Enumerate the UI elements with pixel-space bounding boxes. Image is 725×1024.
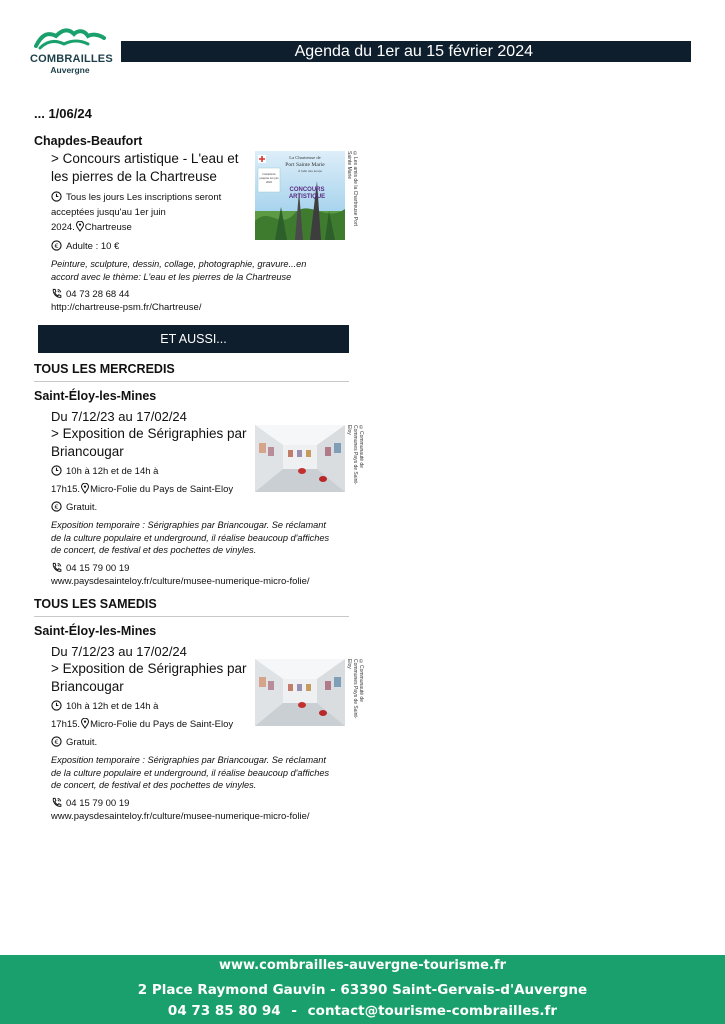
page-footer (0, 955, 725, 1024)
description-line: de la culture populaire et underground, il réalise beaucoup d'affiches (51, 532, 330, 543)
page-title: Agenda du 1er au 15 février 2024 (121, 41, 691, 62)
svg-text:€: € (54, 241, 59, 250)
event-description (51, 258, 351, 283)
svg-text:Inscriptions: Inscriptions (262, 173, 276, 176)
event-poster-image (255, 151, 345, 240)
category-heading: TOUS LES SAMEDIS (34, 597, 349, 617)
clock-icon (51, 700, 62, 711)
footer-separator: - (291, 1003, 297, 1019)
event-schedule (51, 190, 251, 235)
event-gallery-image (255, 425, 345, 492)
event-price-row (51, 500, 251, 515)
event-phone-row (51, 288, 354, 301)
event-schedule (51, 699, 251, 732)
schedule-line: acceptées jusqu'au 1er juin (51, 207, 166, 218)
event-price: Gratuit. (66, 502, 98, 513)
category-heading: TOUS LES MERCREDIS (34, 362, 349, 382)
schedule-line: 2024. (51, 222, 75, 233)
schedule-line: 17h15. (51, 484, 81, 495)
event-town: Chapdes-Beaufort (34, 134, 143, 148)
brand-logo (30, 26, 113, 76)
event-title-line: > Exposition de Sérigraphies par (51, 426, 247, 441)
phone-icon (51, 562, 62, 573)
footer-address: 2 Place Raymond Gauvin - 63390 Saint-Gervais-d'Auvergne (137, 982, 588, 998)
brand-name: COMBRAILLES (30, 53, 113, 65)
event-town: Saint-Éloy-les-Mines (34, 389, 157, 403)
section-heading: ET AUSSI... (38, 325, 349, 353)
event-title[interactable] (51, 425, 251, 461)
event-gallery-image (255, 659, 345, 726)
footer-phone[interactable]: 04 73 85 80 94 (167, 1003, 281, 1019)
location-pin-icon (81, 718, 89, 729)
clock-icon (51, 191, 62, 202)
event-schedule (51, 464, 251, 497)
svg-text:2024: 2024 (266, 181, 272, 184)
poster-text: La Chartreuse de (289, 155, 321, 160)
poster-text: À l'abri des temps (298, 169, 322, 173)
description-line: de concert, de festival et des pochettes de vinyles. (51, 780, 257, 790)
brand-subtitle: Auvergne (50, 65, 90, 75)
event-title-line: les pierres de la Chartreuse (51, 169, 217, 184)
event-link[interactable]: www.paysdesainteloy.fr/culture/musee-numerique-micro-folie/ (51, 810, 310, 822)
event-title[interactable] (51, 660, 251, 696)
footer-email[interactable]: contact@tourisme-combrailles.fr (307, 1003, 558, 1019)
schedule-line: 10h à 12h et de 14h à (66, 701, 159, 712)
event-title-line: > Exposition de Sérigraphies par (51, 661, 247, 676)
poster-text: CONCOURS (289, 187, 325, 193)
event-title-line: > Concours artistique - L'eau et (51, 151, 239, 166)
svg-text:€: € (54, 502, 59, 511)
footer-contact-line (0, 1003, 725, 1019)
clock-icon (51, 465, 62, 476)
svg-text:€: € (54, 737, 59, 746)
event-phone[interactable]: 04 73 28 68 44 (66, 289, 130, 300)
date-heading: ... 1/06/24 (34, 106, 92, 121)
event-price: Adulte : 10 € (66, 241, 120, 252)
event-place: Micro-Folie du Pays de Saint-Eloy (90, 484, 234, 495)
event-price-row (51, 735, 251, 750)
description-line: Exposition temporaire : Sérigraphies par Briancougar. Se réclamant (51, 520, 326, 530)
event-title-line: Briancougar (51, 679, 124, 694)
logo-mountain-icon (34, 26, 106, 52)
description-line: accord avec le thème: L'eau et les pierres de la Chartreuse (51, 271, 292, 282)
schedule-line: 10h à 12h et de 14h à (66, 466, 159, 477)
description-line: Exposition temporaire : Sérigraphies par Briancougar. Se réclamant (51, 755, 326, 765)
event-link[interactable]: http://chartreuse-psm.fr/Chartreuse/ (51, 302, 202, 313)
photo-credit: ©Communauté de Communes Pays de Saint-Eloy (346, 659, 364, 719)
event-place: Micro-Folie du Pays de Saint-Eloy (90, 719, 234, 730)
schedule-line: 17h15. (51, 719, 81, 730)
description-line: de concert, de festival et des pochettes de vinyles. (51, 545, 257, 555)
event-description (51, 519, 351, 557)
phone-icon (51, 288, 62, 299)
event-title[interactable] (51, 150, 251, 186)
euro-icon (51, 736, 62, 747)
euro-icon (51, 240, 62, 251)
event-place: Chartreuse (84, 222, 132, 233)
event-phone[interactable]: 04 15 79 00 19 (66, 562, 130, 574)
event-price-row (51, 239, 251, 254)
event-phone[interactable]: 04 15 79 00 19 (66, 797, 130, 809)
event-dates: Du 7/12/23 au 17/02/24 (51, 409, 187, 424)
event-town: Saint-Éloy-les-Mines (34, 624, 157, 638)
footer-website[interactable]: www.combrailles-auvergne-tourisme.fr (218, 958, 506, 973)
event-phone-row (51, 797, 354, 810)
euro-icon (51, 501, 62, 512)
event-phone-row (51, 562, 354, 575)
description-line: Peinture, sculpture, dessin, collage, photographie, gravure...en (51, 259, 307, 269)
schedule-line: Tous les jours Les inscriptions seront (66, 192, 222, 203)
event-description (51, 754, 351, 792)
poster-text: ARTISTIQUE (288, 194, 326, 200)
location-pin-icon (81, 483, 89, 494)
event-link[interactable]: www.paysdesainteloy.fr/culture/musee-numerique-micro-folie/ (51, 575, 310, 587)
event-title-line: Briancougar (51, 444, 124, 459)
svg-text:jusqu'au 1er juin: jusqu'au 1er juin (259, 177, 279, 180)
photo-credit: ©Les amis de la Chartreuse Port Sainte Marie (346, 151, 358, 226)
event-price: Gratuit. (66, 737, 98, 748)
poster-text: Port Sainte Marie (285, 162, 325, 168)
description-line: de la culture populaire et underground, il réalise beaucoup d'affiches (51, 767, 330, 778)
photo-credit: ©Communauté de Communes Pays de Saint-Eloy (346, 425, 364, 485)
location-pin-icon (76, 221, 84, 232)
phone-icon (51, 797, 62, 808)
event-dates: Du 7/12/23 au 17/02/24 (51, 644, 187, 659)
